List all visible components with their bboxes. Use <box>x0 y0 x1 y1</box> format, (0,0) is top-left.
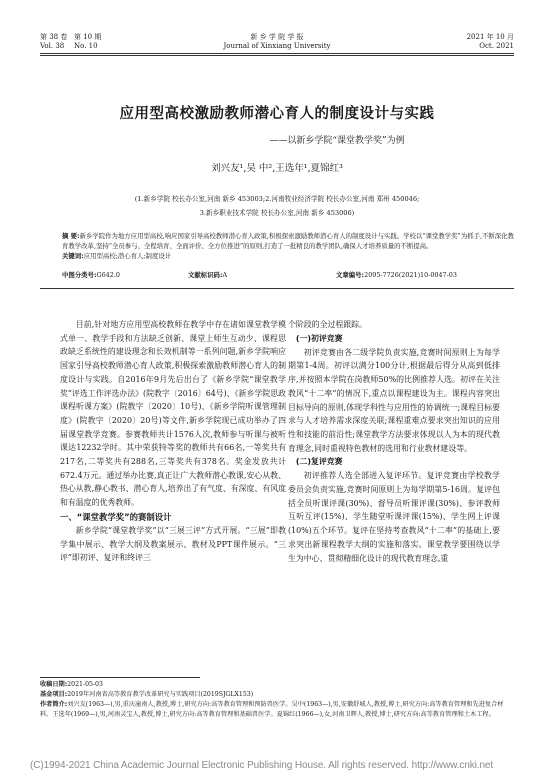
running-header-date <box>404 33 514 51</box>
date-en: Oct. 2021 <box>479 42 514 50</box>
volume-en: Vol. 38 <box>40 42 65 50</box>
document-code: 文献标识码:A <box>188 271 228 279</box>
subsection-1-paragraph: 初评竞赛由各二级学院负责实施,竞赛时间原则上为每学期第1-4周。初评以满分100分计,根据最后得分从高到低排序,并按照本学院在岗教师50%的比例推荐人选。初评在关注教风“十二率”的情况下,重点以课程建设为主。课程内容突出目标导向的原则,体现学科性与应用性的协调统一;课程目标要求与人才培养需求深度关联;课程重难点要求突出知识的应用性和技能的前沿性;课堂教学方法要求体现以人为本的现代教育理念,同时重视特色教材的选用和行业教材建设等。 <box>288 347 500 453</box>
issue-cn: 第 10 期 <box>74 33 102 41</box>
date-cn: 2021 年 10 月 <box>466 33 514 41</box>
received-date: 2021-05-03 <box>67 681 103 688</box>
volume-cn: 第 38 卷 <box>40 33 68 41</box>
bio-label: 作者简介: <box>40 701 68 708</box>
fund-label: 基金项目: <box>40 691 68 698</box>
paper-title: 应用型高校激励教师潜心育人的制度设计与实践 <box>119 106 435 122</box>
author-list: 刘兴友¹,吴 中²,王选年¹,夏锦红³ <box>211 163 343 174</box>
affiliation-line-2: 3.新乡职业技术学院 校长办公室,河南 新乡 453006) <box>199 209 355 217</box>
affiliation-line-1: (1.新乡学院 校长办公室,河南 新乡 453003;2.河南牧业经济学院 校长办公室,河南 郑州 450046; <box>134 195 420 203</box>
received-label: 收稿日期: <box>40 681 68 688</box>
section-heading-1: 一、“课堂教学奖”的赛制设计 <box>60 511 172 522</box>
copyright-watermark: (C)1994-2021 China Academic Journal Electronic Publishing House. All rights reserved. http://www.cnki.net <box>30 760 494 771</box>
journal-name-cn: 新 乡 学 院 学 报 <box>250 33 304 41</box>
fund-text: 2019年河南省高等教育教学改革研究与实践项目(2019SJGLX153) <box>67 691 254 698</box>
footnote <box>40 680 514 720</box>
keywords: 应用型高校;潜心育人;制度设计 <box>83 252 172 260</box>
footnote-rule <box>40 677 200 678</box>
body-column-left <box>60 318 286 565</box>
clc-number: 中图分类号:G642.0 <box>62 271 120 279</box>
section-1-paragraph: 新乡学院“课堂教学奖”以“三展三评”方式开展。“三展”即教学集中展示、教学大纲及教案展示、教材及PPT课件展示。“三评”即初评、复评和终评三 <box>60 525 286 563</box>
article-number: 文章编号:2095-7726(2021)10-0047-03 <box>336 271 457 279</box>
intro-paragraph: 目前,针对地方应用型高校教师在教学中存在诸如课堂教学模式单一、教学手段和方法缺乏创新、课堂上师生互动少、课程思政缺乏系统性的建设理念和长效机制等一系列问题,新乡学院响应国家引导高校教师潜心育人政策,积极探索激励教师潜心育人的制度设计与实践。自2016年9月先后出台了《新乡学院“课堂教学奖”评选工作评选办法》(院教字〔2016〕64号)、《新乡学院思政课程听课方案》(院教字〔2020〕10号)、《新乡学院听课管理制度》(院教字〔2020〕20号)等文件,新乡学院现已成功举办了四届课堂教学竞赛。参赛教师共计1576人次,教师参与听课与被听课达12232学时。其中荣获特等奖的教师共有66名,一等奖共有217名,二等奖共有288名,三等奖共有378名。奖金发放共计672.4万元。通过举办比赛,真正让广大教师潜心教课,安心从教、热心从教,静心教书、潜心育人,培养出了有气度、有深度、有风度和有温度的优秀教师。 <box>60 320 286 508</box>
journal-name-en: Journal of Xinxiang University <box>223 42 331 50</box>
issue-en: No. 10 <box>74 42 98 50</box>
subsection-heading-1: (一)初评竞赛 <box>295 333 343 343</box>
body-column-right <box>288 318 500 565</box>
header-rule <box>40 53 514 54</box>
running-header-journal <box>190 33 364 51</box>
paper-subtitle: ——以新乡学院“课堂教学奖”为例 <box>269 136 405 146</box>
abstract-rule <box>40 288 514 289</box>
abstract <box>62 231 514 261</box>
continuation-paragraph: 个阶段的全过程跟踪。 <box>288 320 367 329</box>
subsection-2-paragraph: 初评推荐人选全部进入复评环节。复评竞赛由学校教学委员会负责实施,竞赛时间原则上为每学期第5-16周。复评包括全员听课评课(30%)、督导员听课评课(30%)、参评教师互听互评(15%)、学生随堂听课评课(15%)、学生网上评课(10%)五个环节。复评在坚持考查教风“十二率”的基础上,要求突出新课程教学大纲的实施和落实。课堂教学要围绕以学生为中心、贯彻精细化设计的现代教育理念,重 <box>288 471 500 563</box>
running-header-volume <box>40 33 180 51</box>
abstract-label: 摘 要: <box>62 232 80 240</box>
abstract-text: 新乡学院作为地方应用型高校,响应国家引导高校教师潜心育人政策,积极探索激励教师潜心育人的制度设计与实践。学校以“课堂教学奖”为抓手,不断深化教育教学改革,坚持“全员参与、全程培育、全面评价、全方位推进”的原则,打造了一批精良的教学团队,确保人才培养质量的不断提高。 <box>62 232 514 250</box>
header-rule-double <box>40 55 514 56</box>
keywords-label: 关键词: <box>62 252 84 260</box>
bio-text: 刘兴友(1963—),男,重庆潼南人,教授,博士,研究方向:高等教育管理和预防兽医学。吴中(1963—),男,安徽舒城人,教授,博士,研究方向:高等教育管理和先进复合材料。王选年(1969—),男,河南灵宝人,教授,博士,研究方向:高等教育管理和基础兽医学。夏锦红(1966—),女,河南卫辉人,教授,博士,研究方向:高等教育管理和土木工程。 <box>40 701 504 718</box>
subsection-heading-2: (二)复评竞赛 <box>295 457 343 467</box>
